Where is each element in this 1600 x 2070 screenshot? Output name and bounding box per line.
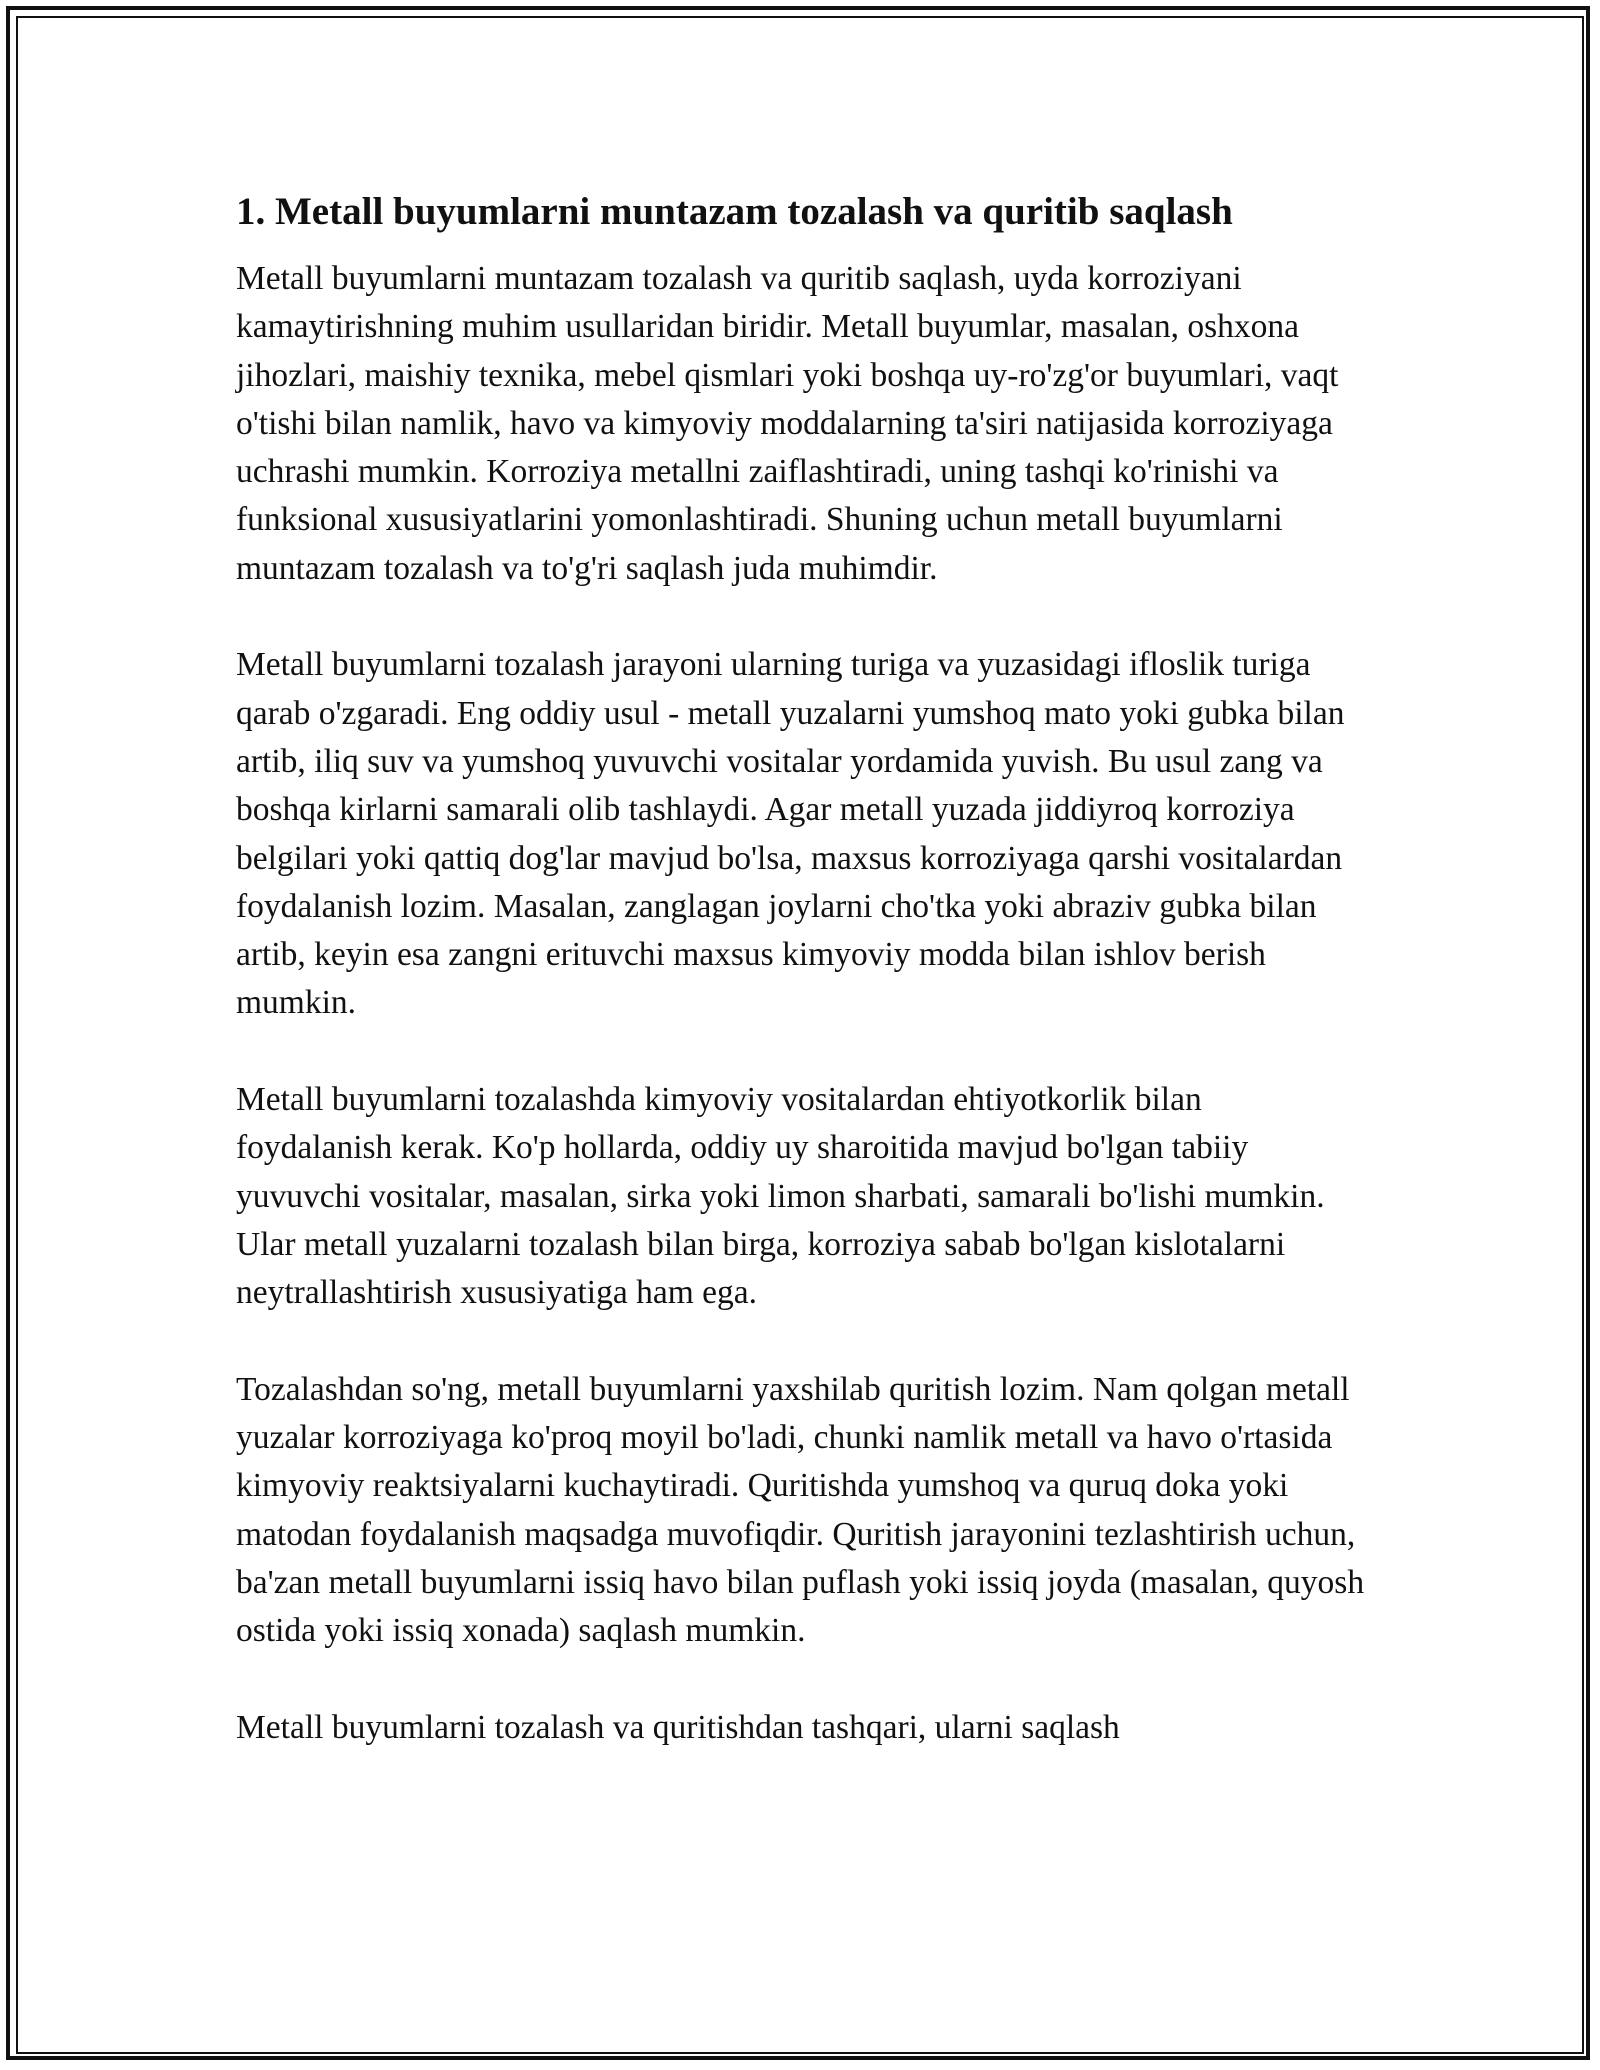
paragraph-3: Metall buyumlarni tozalashda kimyoviy vositalardan ehtiyotkorlik bilan foydalanish kerak. Ko'p hollarda, oddiy uy sharoitida mavjud bo'lgan tabiiy yuvuvchi vositalar, masalan, sirka yoki limon sharbati, samarali bo'lishi mumkin. Ular metall yuzalarni tozalash bilan birga, korroziya sabab bo'lgan kislotalarni neytrallashtirish xususiyatiga ham ega.: [236, 1081, 1325, 1312]
paragraph-1: Metall buyumlarni muntazam tozalash va quritib saqlash, uyda korroziyani kamaytirishning muhim usullaridan biridir. Metall buyumlar, masalan, oshxona jihozlari, maishiy texnika, mebel qismlari yoki boshqa uy-ro'zg'or buyumlari, vaqt o'tishi bilan namlik, havo va kimyoviy moddalarning ta'siri natijasida korroziyaga uchrashi mumkin. Korroziya metallni zaiflashtiradi, uning tashqi ko'rinishi va funksional xususiyatlarini yomonlashtiradi. Shuning uchun metall buyumlarni muntazam tozalash va to'g'ri saqlash juda muhimdir.: [236, 260, 1339, 587]
paragraph-2: Metall buyumlarni tozalash jarayoni ularning turiga va yuzasidagi ifloslik turiga qarab o'zgaradi. Eng oddiy usul - metall yuzalarni yumshoq mato yoki gubka bilan artib, iliq suv va yumshoq yuvuvchi vositalar yordamida yuvish. Bu usul zang va boshqa kirlarni samarali olib tashlaydi. Agar metall yuzada jiddiyroq korroziya belgilari yoki qattiq dog'lar mavjud bo'lsa, maxsus korroziyaga qarshi vositalardan foydalanish lozim. Masalan, zanglagan joylarni cho'tka yoki abraziv gubka bilan artib, keyin esa zangni erituvchi maxsus kimyoviy modda bilan ishlov berish mumkin.: [236, 646, 1345, 1022]
paragraph-4: Tozalashdan so'ng, metall buyumlarni yaxshilab quritish lozim. Nam qolgan metall yuzalar korroziyaga ko'proq moyil bo'ladi, chunki namlik metall va havo o'rtasida kimyoviy reaktsiyalarni kuchaytiradi. Quritishda yumshoq va quruq doka yoki matodan foydalanish maqsadga muvofiqdir. Quritish jarayonini tezlashtirish uchun, ba'zan metall buyumlarni issiq havo bilan puflash yoki issiq joyda (masalan, quyosh ostida yoki issiq xonada) saqlash mumkin.: [236, 1370, 1365, 1650]
document-body: [236, 186, 1366, 1752]
section-title: 1. Metall buyumlarni muntazam tozalash va quritib saqlash: [236, 190, 1233, 233]
paragraph-5: Metall buyumlarni tozalash va quritishdan tashqari, ularni saqlash: [236, 1708, 1120, 1746]
